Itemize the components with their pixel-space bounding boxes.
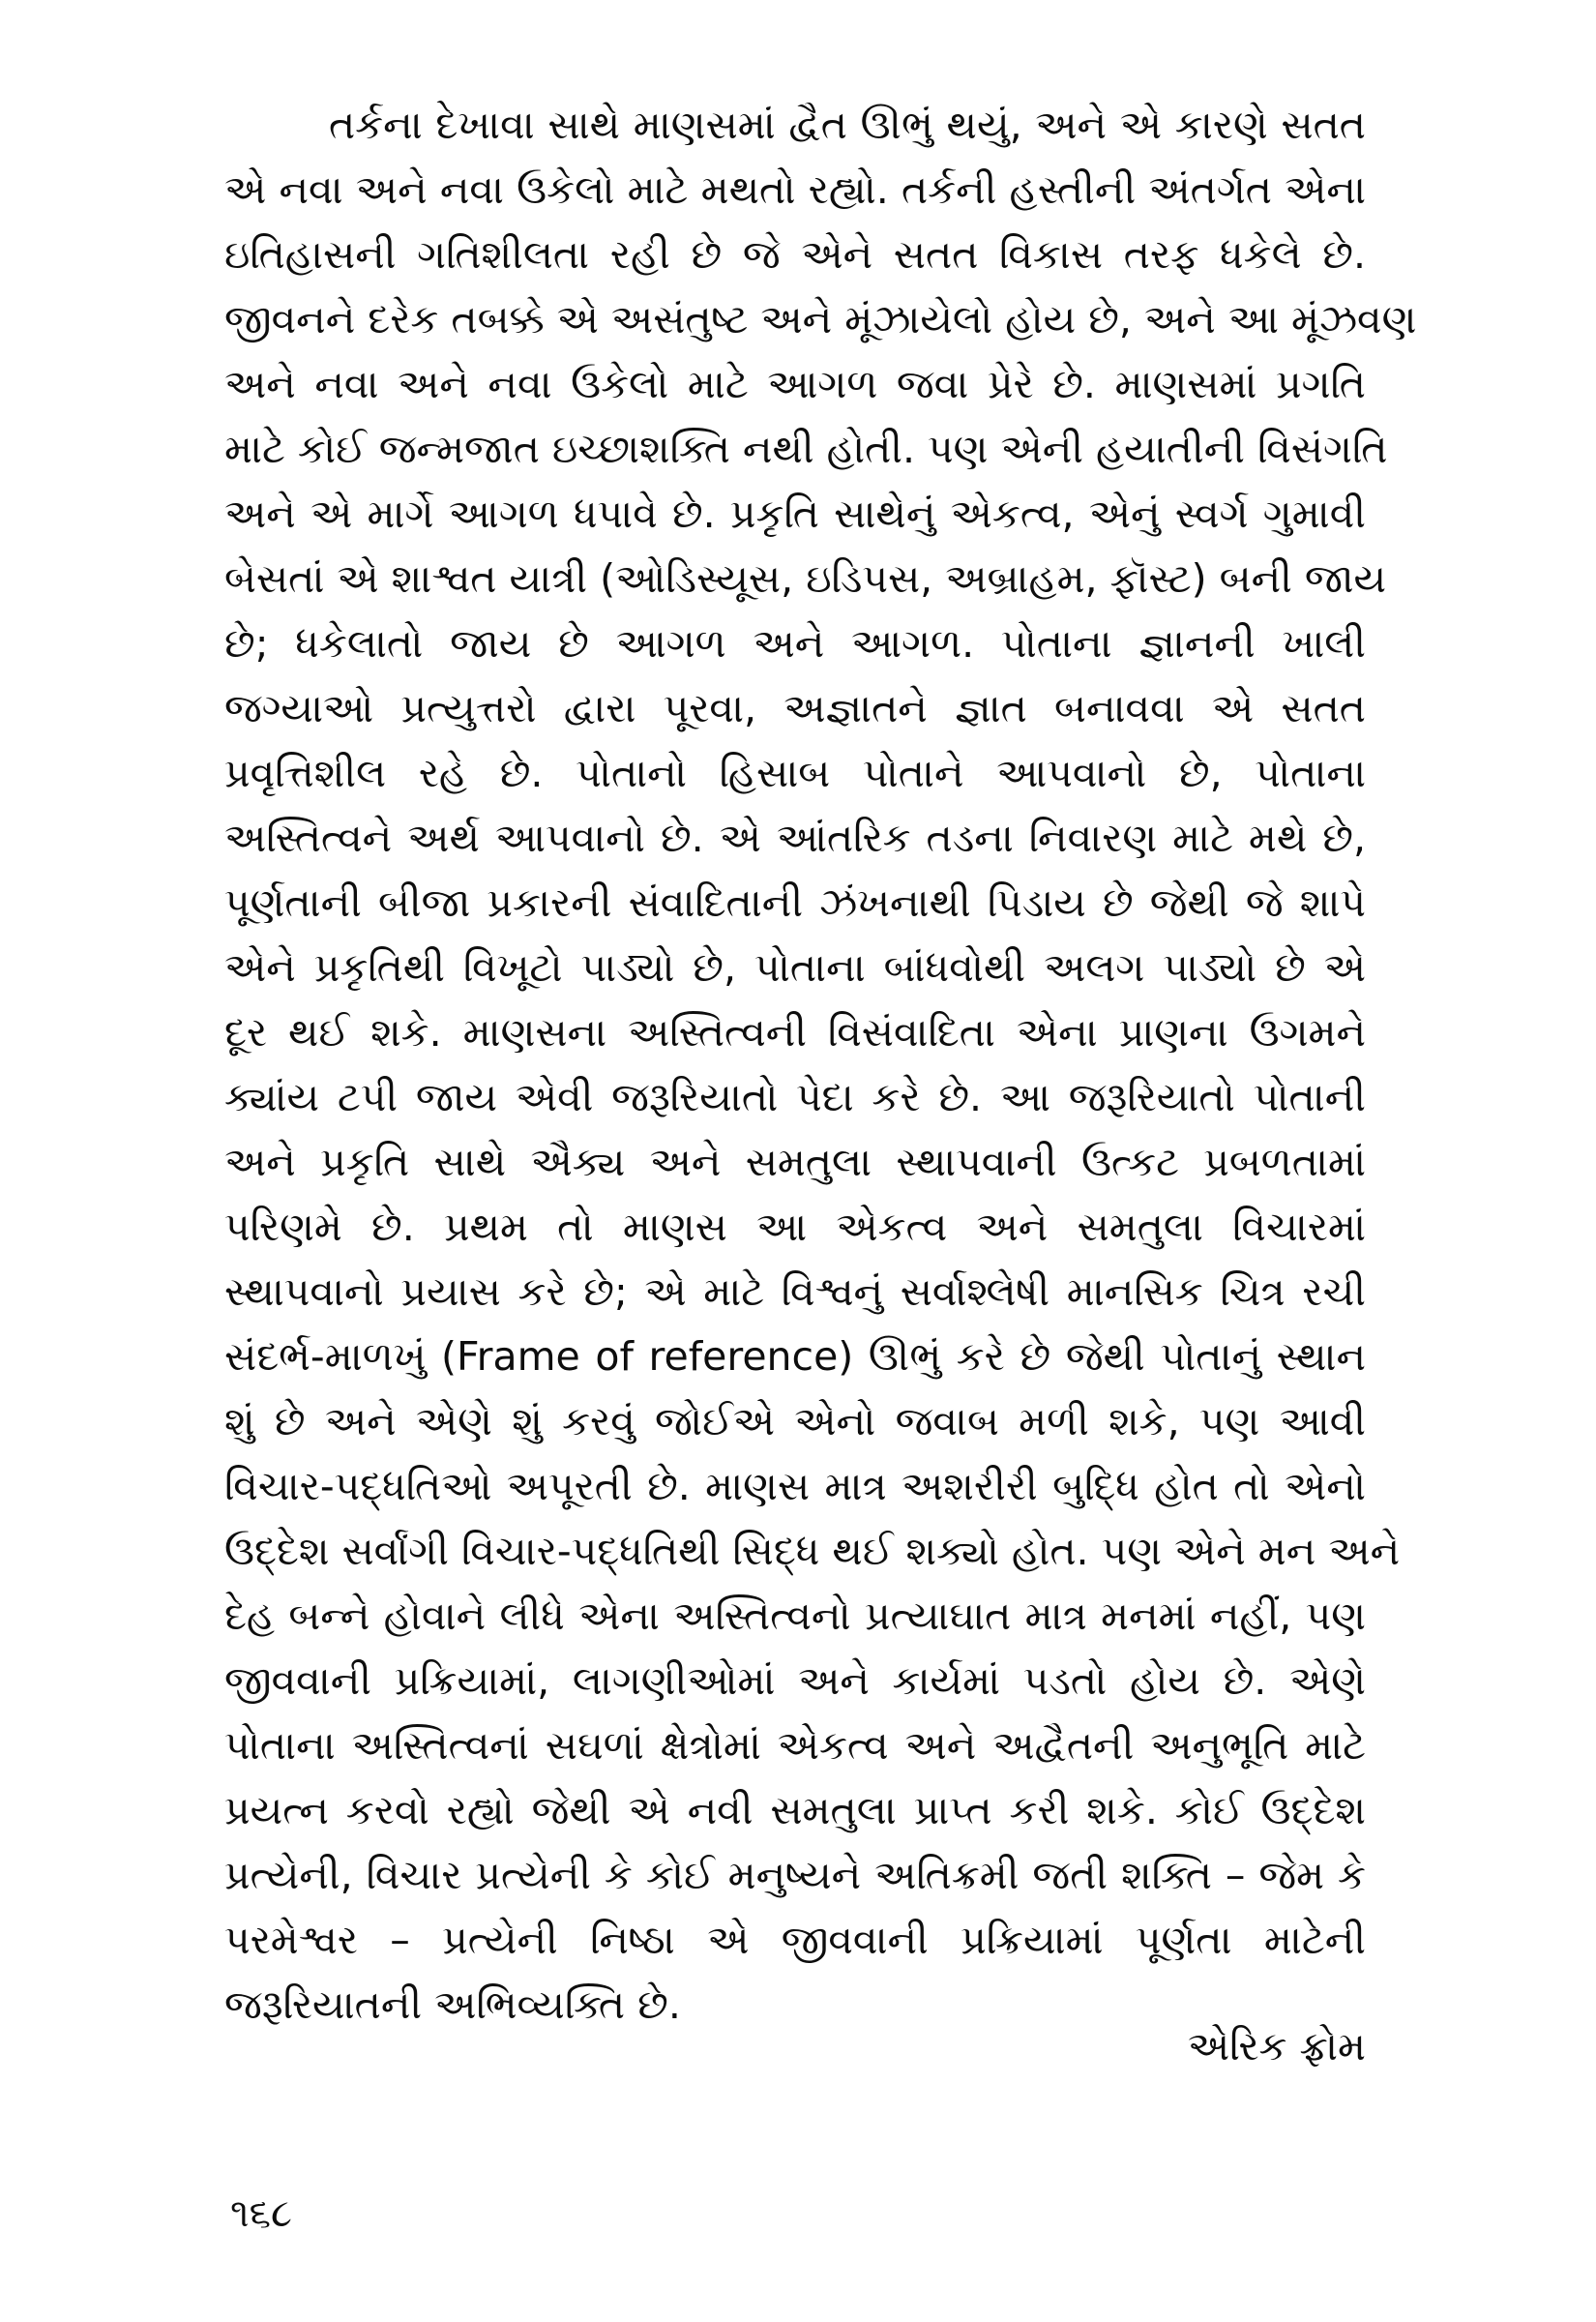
text-line: દેહ બન્ને હોવાને લીધે એના અસ્તિત્વનો પ્રત્યાઘાત માત્ર મનમાં નહીં, પણ — [224, 1593, 1366, 1639]
text-line: તર્કના દેખાવા સાથે માણસમાં દ્વૈત ઊભું થયું, અને એ કારણે સતત — [329, 102, 1366, 148]
text-line: એને પ્રકૃતિથી વિખૂટો પાડ્યો છે, પોતાના બાંધવોથી અલગ પાડ્યો છે એ — [224, 944, 1366, 991]
text-line: અસ્તિત્વને અર્થ આપવાનો છે. એ આંતરિક તડના નિવારણ માટે મથે છે, — [224, 815, 1366, 861]
author-attribution: એરિક ફ્રોમ — [1187, 2023, 1366, 2069]
text-line: પૂર્ણતાની બીજા પ્રકારની સંવાદિતાની ઝંખનાથી પિડાય છે જેથી જે શાપે — [224, 879, 1366, 926]
text-line: પ્રયત્ન કરવો રહ્યો જેથી એ નવી સમતુલા પ્રાપ્ત કરી શકે. કોઈ ઉદ્દેશ — [224, 1787, 1366, 1833]
text-line: બેસતાં એ શાશ્વત યાત્રી (ઓડિસ્યૂસ, ઇડિપસ, અબ્રાહમ, ફૉસ્ટ) બની જાય — [224, 555, 1387, 602]
text-line: જરૂરિયાતની અભિવ્યક્તિ છે. — [224, 1981, 681, 2028]
text-line: જીવનને દરેક તબક્કે એ અસંતુષ્ટ અને મૂંઝાયેલો હોય છે, અને આ મૂંઝવણ — [224, 296, 1417, 342]
text-line: પોતાના અસ્તિત્વનાં સઘળાં ક્ષેત્રોમાં એકત્વ અને અદ્વૈતની અનુભૂતિ માટે — [224, 1722, 1366, 1769]
text-line: જીવવાની પ્રક્રિયામાં, લાગણીઓમાં અને કાર્યમાં પડતો હોય છે. એણે — [224, 1657, 1366, 1704]
text-line: એ નવા અને નવા ઉકેલો માટે મથતો રહ્યો. તર્કની હસ્તીની અંતર્ગત એના — [224, 166, 1366, 213]
text-line: સ્થાપવાનો પ્રયાસ કરે છે; એ માટે વિશ્વનું સર્વાશ્લેષી માનસિક ચિત્ર રચી — [224, 1268, 1366, 1315]
text-line: અને એ માર્ગે આગળ ધપાવે છે. પ્રકૃતિ સાથેનું એકત્વ, એનું સ્વર્ગ ગુમાવી — [224, 491, 1366, 537]
text-line: પ્રવૃત્તિશીલ રહે છે. પોતાનો હિસાબ પોતાને આપવાનો છે, પોતાના — [224, 750, 1366, 796]
page-number: ૧૬૮ — [230, 2191, 292, 2236]
text-line: અને પ્રકૃતિ સાથે ઐક્ય અને સમતુલા સ્થાપવાની ઉત્કટ પ્રબળતામાં — [224, 1139, 1366, 1185]
text-line: અને નવા અને નવા ઉકેલો માટે આગળ જવા પ્રેરે છે. માણસમાં પ્રગતિ — [224, 361, 1366, 407]
text-line: માટે કોઈ જન્મજાત ઇચ્છાશક્તિ નથી હોતી. પણ એની હયાતીની વિસંગતિ — [224, 426, 1388, 472]
text-line: ઉદ્દેશ સર્વાંગી વિચાર-પદ્ધતિથી સિદ્ધ થઈ શક્યો હોત. પણ એને મન અને — [224, 1528, 1401, 1574]
text-line: જગ્યાઓ પ્રત્યુત્તરો દ્વારા પૂરવા, અજ્ઞાતને જ્ઞાત બનાવવા એ સતત — [224, 685, 1366, 731]
text-line: પરિણમે છે. પ્રથમ તો માણસ આ એકત્વ અને સમતુલા વિચારમાં — [224, 1204, 1366, 1250]
text-line: શું છે અને એણે શું કરવું જોઈએ એનો જવાબ મળી શકે, પણ આવી — [224, 1398, 1366, 1444]
text-line: પ્રત્યેની, વિચાર પ્રત્યેની કે કોઈ મનુષ્યને અતિક્રમી જતી શક્તિ – જેમ કે — [224, 1852, 1366, 1898]
text-line: ક્યાંય ટપી જાય એવી જરૂરિયાતો પેદા કરે છે. આ જરૂરિયાતો પોતાની — [224, 1074, 1366, 1120]
text-line: ઇતિહાસની ગતિશીલતા રહી છે જે એને સતત વિકાસ તરફ ધકેલે છે. — [224, 231, 1366, 278]
text-line: છે; ધકેલાતો જાય છે આગળ અને આગળ. પોતાના જ્ઞાનની ખાલી — [224, 620, 1366, 667]
text-line: સંદર્ભ-માળખું (Frame of reference) ઊભું કરે છે જેથી પોતાનું સ્થાન — [224, 1333, 1366, 1380]
body-text — [224, 93, 1417, 2038]
text-line: વિચાર-પદ્ધતિઓ અપૂરતી છે. માણસ માત્ર અશરીરી બુદ્ધિ હોત તો એનો — [224, 1463, 1366, 1509]
text-line: પરમેશ્વર – પ્રત્યેની નિષ્ઠા એ જીવવાની પ્રક્રિયામાં પૂર્ણતા માટેની — [224, 1917, 1366, 1963]
text-line: દૂર થઈ શકે. માણસના અસ્તિત્વની વિસંવાદિતા એના પ્રાણના ઉગમને — [224, 1009, 1366, 1056]
